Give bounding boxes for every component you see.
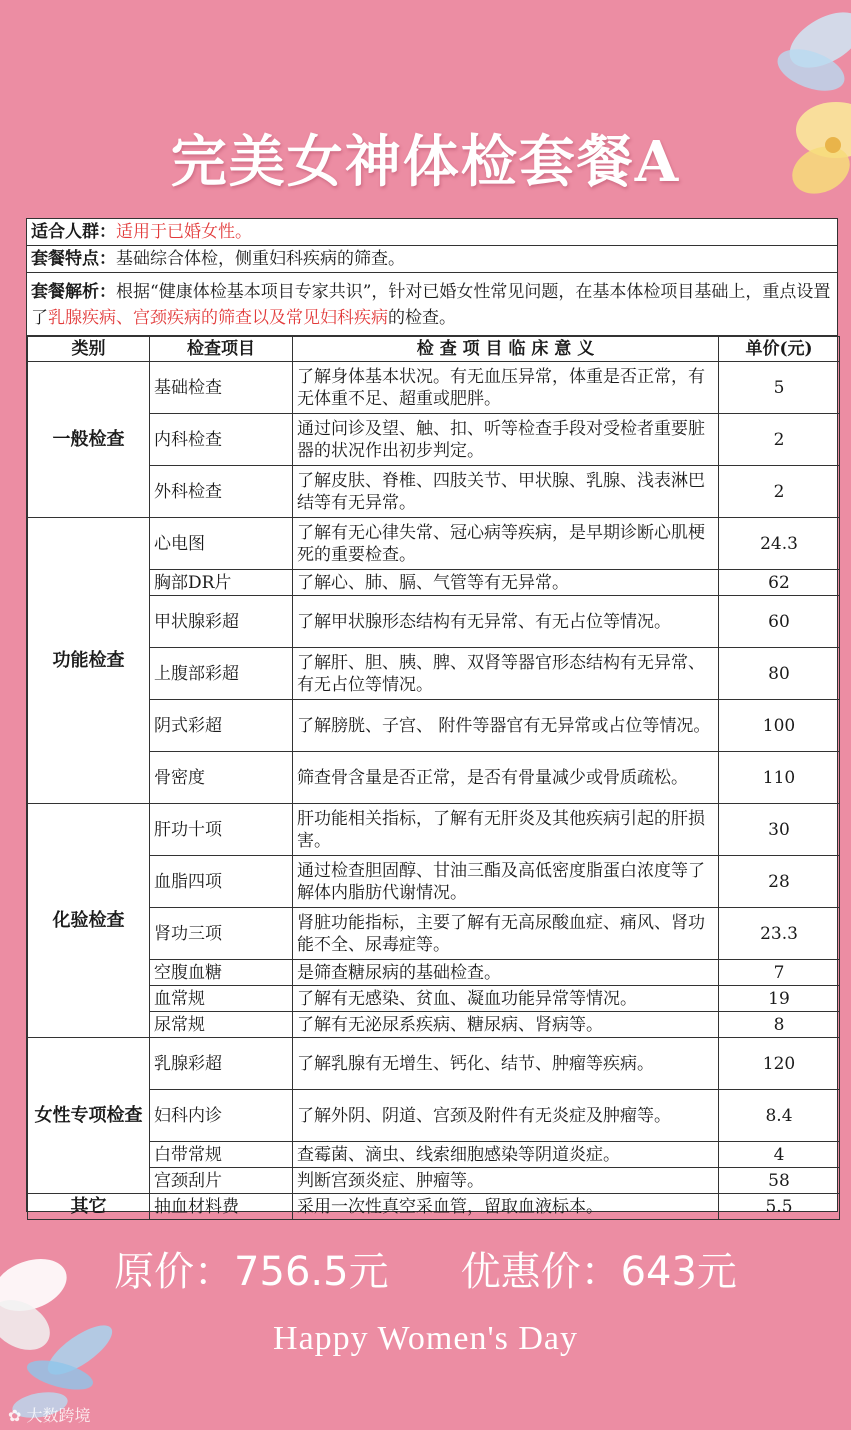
meaning-cell: 了解皮肤、脊椎、四肢关节、甲状腺、乳腺、浅表淋巴结等有无异常。 bbox=[293, 466, 719, 518]
meaning-cell: 了解甲状腺形态结构有无异常、有无占位等情况。 bbox=[293, 596, 719, 648]
table-row bbox=[28, 856, 840, 908]
price-cell: 80 bbox=[719, 648, 840, 700]
item-cell: 肾功三项 bbox=[150, 908, 293, 960]
item-cell: 乳腺彩超 bbox=[150, 1038, 293, 1090]
table-row bbox=[28, 1038, 840, 1090]
watermark bbox=[8, 1403, 91, 1426]
meaning-cell: 判断宫颈炎症、肿瘤等。 bbox=[293, 1168, 719, 1194]
crowd-label: 适合人群： bbox=[31, 222, 116, 242]
table-row bbox=[28, 596, 840, 648]
item-cell: 外科检查 bbox=[150, 466, 293, 518]
item-cell: 抽血材料费 bbox=[150, 1194, 293, 1220]
price-cell: 5.5 bbox=[719, 1194, 840, 1220]
original-price: 原价：756.5元 bbox=[114, 1249, 389, 1295]
feature-row bbox=[27, 246, 837, 273]
pricing bbox=[0, 1240, 851, 1297]
table-header-row bbox=[28, 337, 840, 362]
header-item: 检查项目 bbox=[150, 337, 293, 362]
item-cell: 心电图 bbox=[150, 518, 293, 570]
item-cell: 尿常规 bbox=[150, 1012, 293, 1038]
price-cell: 2 bbox=[719, 414, 840, 466]
category-cell: 化验检查 bbox=[28, 804, 150, 1038]
meaning-cell: 了解有无感染、贫血、凝血功能异常等情况。 bbox=[293, 986, 719, 1012]
category-cell: 女性专项检查 bbox=[28, 1038, 150, 1194]
table-row bbox=[28, 518, 840, 570]
watermark-text: 大数跨境 bbox=[26, 1406, 91, 1425]
meaning-cell: 了解有无心律失常、冠心病等疾病，是早期诊断心肌梗死的重要检查。 bbox=[293, 518, 719, 570]
price-cell: 8 bbox=[719, 1012, 840, 1038]
table-row bbox=[28, 570, 840, 596]
category-cell: 功能检查 bbox=[28, 518, 150, 804]
item-cell: 内科检查 bbox=[150, 414, 293, 466]
meaning-cell: 查霉菌、滴虫、线索细胞感染等阴道炎症。 bbox=[293, 1142, 719, 1168]
table-row bbox=[28, 362, 840, 414]
meaning-cell: 了解肝、胆、胰、脾、双肾等器官形态结构有无异常、有无占位等情况。 bbox=[293, 648, 719, 700]
meaning-cell: 通过检查胆固醇、甘油三酯及高低密度脂蛋白浓度等了解体内脂肪代谢情况。 bbox=[293, 856, 719, 908]
item-cell: 血常规 bbox=[150, 986, 293, 1012]
price-cell: 2 bbox=[719, 466, 840, 518]
header-meaning: 检 查 项 目 临 床 意 义 bbox=[293, 337, 719, 362]
item-cell: 胸部DR片 bbox=[150, 570, 293, 596]
meaning-cell: 筛查骨含量是否正常，是否有骨量减少或骨质疏松。 bbox=[293, 752, 719, 804]
table-row bbox=[28, 804, 840, 856]
price-cell: 60 bbox=[719, 596, 840, 648]
price-cell: 5 bbox=[719, 362, 840, 414]
table-row bbox=[28, 700, 840, 752]
tagline: Happy Women's Day bbox=[273, 1320, 578, 1357]
item-cell: 妇科内诊 bbox=[150, 1090, 293, 1142]
meaning-cell: 是筛查糖尿病的基础检查。 bbox=[293, 960, 719, 986]
feature-value: 基础综合体检，侧重妇科疾病的筛查。 bbox=[116, 249, 405, 269]
item-cell: 阴式彩超 bbox=[150, 700, 293, 752]
meaning-cell: 了解心、肺、膈、气管等有无异常。 bbox=[293, 570, 719, 596]
exam-table bbox=[27, 336, 840, 1220]
item-cell: 骨密度 bbox=[150, 752, 293, 804]
price-cell: 28 bbox=[719, 856, 840, 908]
table-row bbox=[28, 986, 840, 1012]
price-cell: 8.4 bbox=[719, 1090, 840, 1142]
table-row bbox=[28, 960, 840, 986]
analysis-text-2: 的检查。 bbox=[388, 308, 456, 328]
table-row bbox=[28, 1168, 840, 1194]
meaning-cell: 采用一次性真空采血管，留取血液标本。 bbox=[293, 1194, 719, 1220]
meaning-cell: 肝功能相关指标，了解有无肝炎及其他疾病引起的肝损害。 bbox=[293, 804, 719, 856]
table-row bbox=[28, 752, 840, 804]
analysis-highlight: 乳腺疾病、宫颈疾病的筛查以及常见妇科疾病 bbox=[48, 308, 388, 328]
table-row bbox=[28, 1012, 840, 1038]
category-cell: 其它 bbox=[28, 1194, 150, 1220]
exam-table-body bbox=[28, 362, 840, 1220]
feature-label: 套餐特点： bbox=[31, 249, 116, 269]
crowd-value: 适用于已婚女性。 bbox=[116, 222, 252, 242]
header-price: 单价(元) bbox=[719, 337, 840, 362]
meaning-cell: 了解乳腺有无增生、钙化、结节、肿瘤等疾病。 bbox=[293, 1038, 719, 1090]
meaning-cell: 通过问诊及望、触、扣、听等检查手段对受检者重要脏器的状况作出初步判定。 bbox=[293, 414, 719, 466]
price-cell: 23.3 bbox=[719, 908, 840, 960]
meaning-cell: 了解身体基本状况。有无血压异常，体重是否正常，有无体重不足、超重或肥胖。 bbox=[293, 362, 719, 414]
table-row bbox=[28, 1090, 840, 1142]
table-row bbox=[28, 1142, 840, 1168]
item-cell: 肝功十项 bbox=[150, 804, 293, 856]
analysis-text-1: 根据“健康体检基本项目专家共识”，针对已婚女性常见问题，在基本体检项目基础上，重点设置了 bbox=[31, 282, 831, 328]
price-cell: 7 bbox=[719, 960, 840, 986]
price-cell: 62 bbox=[719, 570, 840, 596]
price-cell: 24.3 bbox=[719, 518, 840, 570]
meaning-cell: 了解有无泌尿系疾病、糖尿病、肾病等。 bbox=[293, 1012, 719, 1038]
price-cell: 120 bbox=[719, 1038, 840, 1090]
meaning-cell: 了解外阴、阴道、宫颈及附件有无炎症及肿瘤等。 bbox=[293, 1090, 719, 1142]
item-cell: 甲状腺彩超 bbox=[150, 596, 293, 648]
table-row bbox=[28, 908, 840, 960]
analysis-row bbox=[27, 273, 837, 336]
item-cell: 血脂四项 bbox=[150, 856, 293, 908]
price-cell: 110 bbox=[719, 752, 840, 804]
category-cell: 一般检查 bbox=[28, 362, 150, 518]
item-cell: 空腹血糖 bbox=[150, 960, 293, 986]
page-title: 完美女神体检套餐A bbox=[170, 129, 681, 195]
price-cell: 4 bbox=[719, 1142, 840, 1168]
price-cell: 19 bbox=[719, 986, 840, 1012]
analysis-label: 套餐解析： bbox=[31, 282, 116, 302]
table-row bbox=[28, 466, 840, 518]
meaning-cell: 了解膀胱、子宫、 附件等器官有无异常或占位等情况。 bbox=[293, 700, 719, 752]
item-cell: 上腹部彩超 bbox=[150, 648, 293, 700]
item-cell: 白带常规 bbox=[150, 1142, 293, 1168]
table-row bbox=[28, 414, 840, 466]
item-cell: 宫颈刮片 bbox=[150, 1168, 293, 1194]
price-cell: 100 bbox=[719, 700, 840, 752]
price-cell: 30 bbox=[719, 804, 840, 856]
package-sheet bbox=[26, 218, 838, 1217]
header-category: 类别 bbox=[28, 337, 150, 362]
crowd-row bbox=[27, 219, 837, 246]
watermark-logo-icon: ✿ bbox=[8, 1406, 27, 1425]
discount-price: 优惠价：643元 bbox=[460, 1249, 737, 1295]
item-cell: 基础检查 bbox=[150, 362, 293, 414]
table-row bbox=[28, 648, 840, 700]
meaning-cell: 肾脏功能指标，主要了解有无高尿酸血症、痛风、肾功能不全、尿毒症等。 bbox=[293, 908, 719, 960]
price-cell: 58 bbox=[719, 1168, 840, 1194]
table-row bbox=[28, 1194, 840, 1220]
